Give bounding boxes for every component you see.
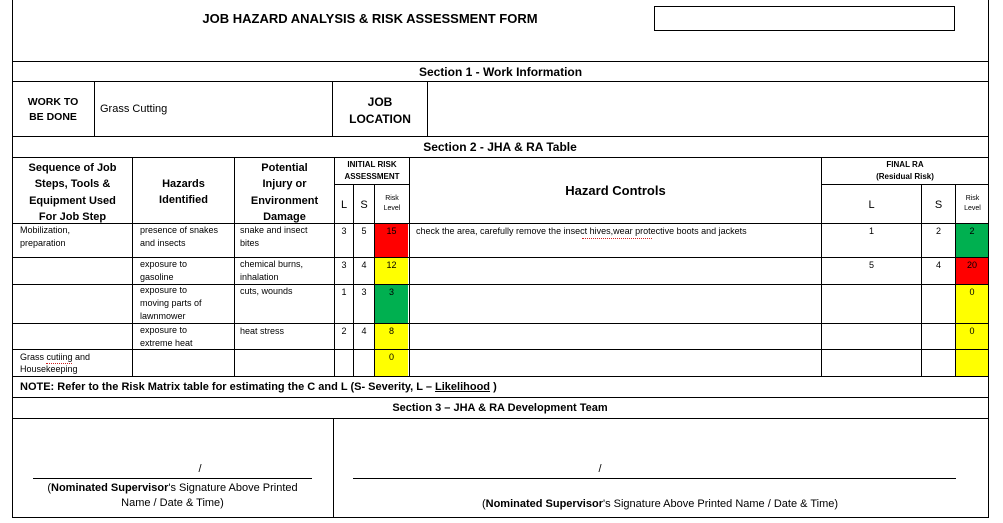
caption-line: (Nominated Supervisor's Signature Above Printed <box>47 482 298 494</box>
table-row-1-final-L[interactable]: 1 <box>868 226 874 236</box>
work-to-be-done-label <box>14 95 92 125</box>
table-row-2-S[interactable]: 4 <box>361 260 367 270</box>
cell-text: Grass cutiing and <box>20 352 91 362</box>
table-row-3-hazard[interactable] <box>140 284 202 323</box>
location-label-line2: LOCATION <box>349 112 411 126</box>
header-text: Level <box>964 205 981 212</box>
table-row-2-L[interactable]: 3 <box>341 260 347 270</box>
cell-text: exposure to <box>140 259 188 269</box>
header-injury <box>235 160 334 225</box>
table-row-4-final-risk: 0 <box>969 326 975 336</box>
table-row-2-injury[interactable] <box>240 258 303 284</box>
header-text: For Job Step <box>38 210 107 223</box>
rule <box>12 418 989 419</box>
header-hazards <box>133 176 234 208</box>
cell-text: gasoline <box>140 272 174 282</box>
right-signature-line[interactable] <box>353 478 956 479</box>
cell-text: moving parts of <box>140 298 202 308</box>
right-signature-caption: (Nominated Supervisor's Signature Above Printed Name / Date & Time) <box>481 498 839 510</box>
table-row-2-final-risk: 20 <box>966 260 977 270</box>
table-row-1-hazard[interactable] <box>140 224 218 250</box>
table-row-2-final-L[interactable]: 5 <box>868 260 874 270</box>
cell-text: presence of snakes <box>140 225 219 235</box>
header-text: Injury or <box>262 178 307 191</box>
table-row-4-S[interactable]: 4 <box>361 326 367 336</box>
header-text: Sequence of Job <box>28 162 117 174</box>
header-text: Level <box>383 205 401 212</box>
risk-matrix-note <box>20 381 497 394</box>
role-text: Nominated Supervisor <box>51 482 169 494</box>
header-risk-level <box>375 194 409 214</box>
table-row-3-risk: 3 <box>388 287 394 297</box>
header-text: Equipment Used <box>29 194 116 207</box>
table-row-1-step[interactable] <box>20 224 70 250</box>
table-row-1-final-S[interactable]: 2 <box>935 226 941 236</box>
work-label-line2: BE DONE <box>29 111 77 123</box>
cell-text: inhalation <box>240 272 279 282</box>
rule <box>12 136 989 137</box>
table-row-3-L[interactable]: 1 <box>341 287 347 297</box>
job-location-label <box>333 94 427 128</box>
header-initial-risk <box>335 159 409 183</box>
final-risk-cell-5 <box>956 350 988 376</box>
header-S: S <box>360 199 368 211</box>
header-hazard-controls: Hazard Controls <box>565 183 666 198</box>
header-L: L <box>340 199 348 211</box>
rule <box>353 184 354 376</box>
header-final-L: L <box>868 199 875 211</box>
header-text: (Residual Risk) <box>876 172 934 181</box>
table-row-4-risk: 8 <box>388 326 394 336</box>
cell-text: lawnmower <box>140 311 186 321</box>
header-text: Risk <box>965 195 980 202</box>
note-text: ) <box>490 381 497 393</box>
left-signature-slash: / <box>198 463 202 475</box>
table-row-4-L[interactable]: 2 <box>341 326 347 336</box>
table-row-4-injury[interactable] <box>240 325 284 338</box>
work-to-be-done-value[interactable]: Grass Cutting <box>100 103 168 115</box>
control-text: check the area, carefully remove the insect hives,wear protective boots and jackets <box>416 226 747 236</box>
section1-heading: Section 1 - Work Information <box>418 65 583 79</box>
rule <box>12 376 989 377</box>
header-text: ASSESSMENT <box>344 172 400 181</box>
title-input-box[interactable] <box>654 6 955 31</box>
rule <box>822 184 988 185</box>
cell-text: Mobilization, <box>20 225 71 235</box>
rule <box>333 418 334 518</box>
header-final-S: S <box>934 199 943 211</box>
work-label-line1: WORK TO <box>27 96 79 108</box>
table-row-2-final-S[interactable]: 4 <box>935 260 941 270</box>
cell-text: heat stress <box>240 326 285 336</box>
rule <box>12 157 989 158</box>
table-row-1-S[interactable]: 5 <box>361 226 367 236</box>
header-text: Potential <box>261 162 308 174</box>
table-row-2-risk: 12 <box>386 260 397 270</box>
table-row-2-hazard[interactable] <box>140 258 187 284</box>
table-row-4-hazard[interactable] <box>140 324 193 350</box>
left-signature-line[interactable] <box>33 478 312 479</box>
table-row-1-risk: 15 <box>386 226 397 236</box>
header-text: INITIAL RISK <box>347 160 397 169</box>
form-title: JOB HAZARD ANALYSIS & RISK ASSESSMENT FORM <box>202 11 538 26</box>
note-text: NOTE: Refer to the Risk Matrix table for estimating the C and L (S- Severity, L – <box>20 381 436 393</box>
table-row-1-final-risk: 2 <box>969 226 975 236</box>
header-text: Steps, Tools & <box>34 178 111 191</box>
table-row-3-injury[interactable] <box>240 285 293 298</box>
table-row-1-injury[interactable] <box>240 224 308 250</box>
header-text: FINAL RA <box>886 160 924 169</box>
cell-text: and insects <box>140 238 186 248</box>
cell-text: snake and insect <box>240 225 308 235</box>
caption-text: Name / Date & Time) <box>121 497 224 509</box>
table-row-3-S[interactable]: 3 <box>361 287 367 297</box>
rule <box>12 81 989 82</box>
role-text: Nominated Supervisor <box>485 498 603 510</box>
header-text: Hazards <box>162 178 205 190</box>
header-final-ra <box>822 159 988 183</box>
right-signature-slash: / <box>598 463 602 475</box>
header-final-risk-level <box>956 194 989 214</box>
cell-text: extreme heat <box>140 338 193 348</box>
note-likelihood-link: Likelihood <box>435 381 491 393</box>
cell-text: preparation <box>20 238 66 248</box>
cell-text: bites <box>240 238 260 248</box>
cell-text: cuts, wounds <box>240 286 293 296</box>
header-text: Identified <box>159 194 208 206</box>
table-row-5-risk: 0 <box>388 352 394 362</box>
left-signature-caption <box>20 481 325 511</box>
rule <box>12 61 989 62</box>
rule <box>94 81 95 136</box>
section3-heading: Section 3 – JHA & RA Development Team <box>392 402 608 414</box>
table-row-3-final-risk: 0 <box>969 287 975 297</box>
rule <box>12 397 989 398</box>
header-text: Damage <box>263 210 306 223</box>
section2-heading: Section 2 - JHA & RA Table <box>423 140 577 154</box>
spellcheck-underline <box>582 236 652 239</box>
cell-text: exposure to <box>140 285 188 295</box>
cell-text: exposure to <box>140 325 188 335</box>
rule <box>427 81 428 136</box>
header-text: Risk <box>385 195 399 202</box>
rule <box>335 184 409 185</box>
location-label-line1: JOB <box>367 95 393 109</box>
spellcheck-underline <box>46 361 72 364</box>
frame-bottom-border <box>12 517 989 518</box>
cell-text: Housekeeping <box>20 364 78 374</box>
header-text: Environment <box>250 194 319 207</box>
rule <box>921 184 922 376</box>
cell-text: chemical burns, <box>240 259 304 269</box>
caption-text: 's Signature Above Printed <box>168 482 298 494</box>
caption-text: 's Signature Above Printed Name / Date & Time) <box>602 498 839 510</box>
header-sequence <box>13 160 132 225</box>
table-row-1-L[interactable]: 3 <box>341 226 347 236</box>
